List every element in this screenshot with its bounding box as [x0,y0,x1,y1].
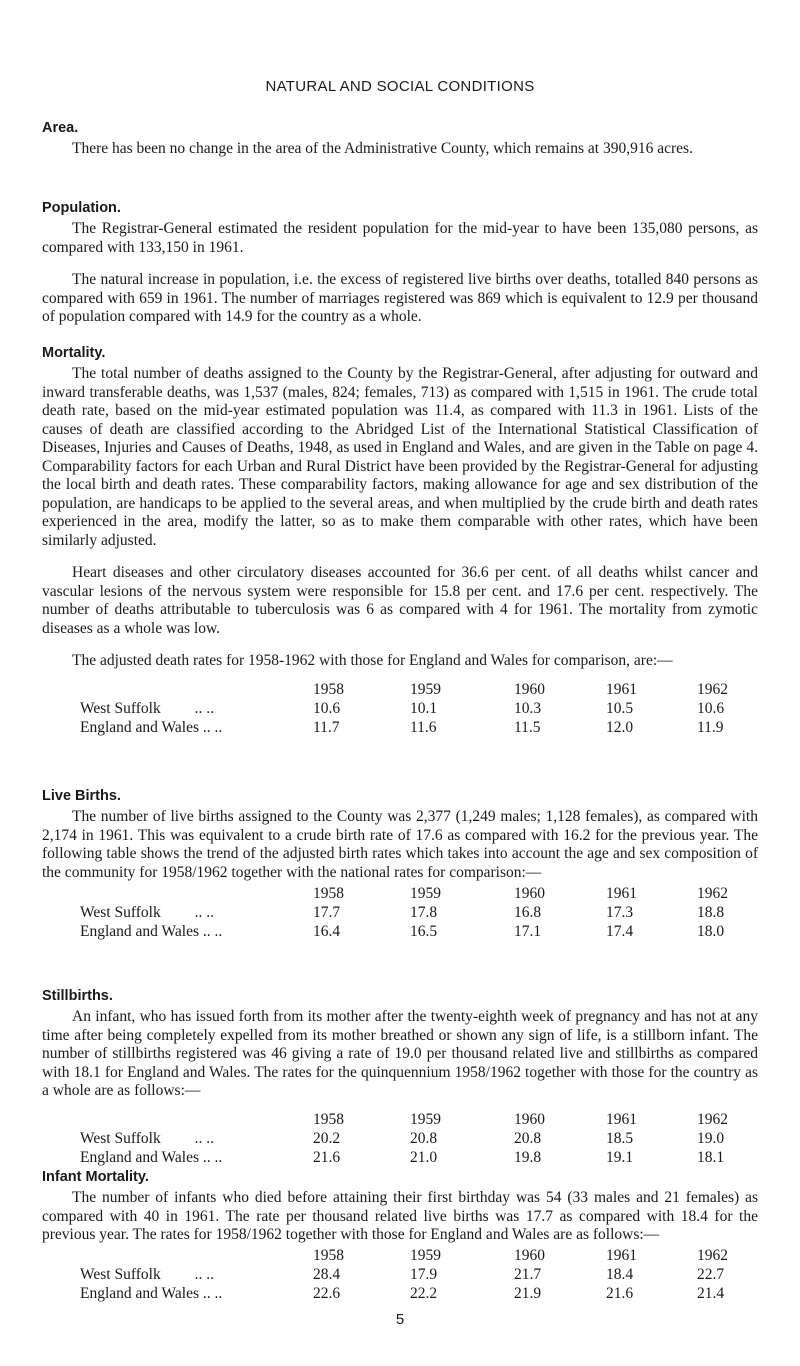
year-header: 1962 [697,1111,728,1128]
table-cell: 10.6 [313,700,341,717]
table-cell: 16.8 [514,903,542,921]
year-header: 1960 [514,1111,545,1128]
table-cell: 10.3 [514,700,542,717]
table-cell: 20.8 [410,1130,438,1147]
row-label: England and Wales .. .. [80,1285,223,1302]
paragraph: The number of live births assigned to the County was 2,377 (1,249 males; 1,128 females), as compared with 2,174 in 1961. This was equivalent to a crude birth rate of 17.6 as compared with 16.2 for the previous year. The following table shows the trend of the adjusted birth rates which takes into account the age and sex composition of the community for 1958/1962 together with the national rates for comparison:— [42,808,758,881]
table-cell: 21.4 [697,1285,725,1302]
year-header: 1958 [313,1111,344,1128]
page-title: NATURAL AND SOCIAL CONDITIONS [265,78,535,95]
birth-rates-table [80,884,757,941]
row-label: West Suffolk .. .. [80,903,214,921]
year-header: 1960 [514,1247,545,1264]
table-row [80,1149,757,1168]
table-cell: 21.9 [514,1285,542,1302]
year-header: 1959 [410,884,441,902]
death-rates-table [80,681,757,738]
row-label: England and Wales .. .. [80,719,223,736]
section-heading: Live Births. [42,788,121,804]
table-row [80,1266,757,1285]
table-cell: 11.5 [514,719,541,736]
section-live-births [42,788,758,941]
section-heading: Population. [42,200,121,216]
table-cell: 22.2 [410,1285,438,1302]
year-header: 1959 [410,1111,441,1128]
year-header: 1960 [514,681,545,698]
row-label: England and Wales .. .. [80,1149,223,1166]
paragraph: An infant, who has issued forth from its mother after the twenty-eighth week of pregnancy and has not at any time after being completely expelled from its mother breathed or shown any sign of life, is a stillborn infant. The number of stillbirths registered was 46 giving a rate of 19.0 per thousand related live and stillbirths as compared with 18.1 for England and Wales. The rates for the quinquennium 1958/1962 together with those for the country as a whole are as follows:— [42,1008,758,1099]
table-cell: 10.6 [697,700,725,717]
page-number: 5 [395,1311,405,1328]
year-header: 1962 [697,884,728,902]
table-cell: 11.7 [313,719,340,736]
table-row [80,1130,757,1149]
year-header: 1958 [313,884,344,902]
section-heading: Mortality. [42,345,106,361]
year-header: 1959 [410,681,441,698]
year-header: 1960 [514,884,545,902]
table-cell: 18.8 [697,903,725,921]
table-row [80,719,757,738]
table-cell: 18.4 [606,1266,634,1283]
section-stillbirths [42,988,758,1168]
stillbirth-rates-table [80,1111,757,1168]
row-label: West Suffolk .. .. [80,700,214,717]
paragraph: The natural increase in population, i.e. the excess of registered live births over deaths, totalled 840 persons as compared with 659 in 1961. The number of marriages registered was 869 which is equivalent to 12.9 per thousand of population compared with 14.9 for the country as a whole. [42,271,758,325]
table-row [80,903,757,922]
year-header: 1962 [697,681,728,698]
table-cell: 28.4 [313,1266,341,1283]
table-cell: 22.6 [313,1285,341,1302]
table-cell: 22.7 [697,1266,725,1283]
row-label: West Suffolk .. .. [80,1130,214,1147]
table-cell: 21.6 [313,1149,341,1166]
table-cell: 20.2 [313,1130,341,1147]
section-heading: Stillbirths. [42,988,113,1004]
table-header-row [80,884,757,903]
year-header: 1961 [606,1111,637,1128]
row-label: England and Wales .. .. [80,922,223,940]
section-infant-mortality [42,1169,758,1304]
table-cell: 17.7 [313,903,341,921]
table-cell: 18.0 [697,922,725,940]
table-cell: 17.3 [606,903,634,921]
paragraph: Heart diseases and other circulatory diseases accounted for 36.6 per cent. of all deaths whilst cancer and vascular lesions of the nervous system were responsible for 15.8 per cent. and 17.6 per cent. respectively. The number of deaths attributable to tuberculosis was 6 as compared with 4 for 1961. The mortality from zymotic diseases as a whole was low. [42,564,758,637]
table-cell: 11.6 [410,719,437,736]
year-header: 1961 [606,1247,637,1264]
year-header: 1958 [313,681,344,698]
table-header-row [80,1111,757,1130]
year-header: 1961 [606,681,637,698]
table-cell: 19.8 [514,1149,542,1166]
table-cell: 17.4 [606,922,634,940]
table-cell: 16.4 [313,922,341,940]
table-cell: 17.1 [514,922,542,940]
table-cell: 17.9 [410,1266,438,1283]
infant-mortality-table [80,1247,757,1304]
table-cell: 12.0 [606,719,634,736]
table-cell: 17.8 [410,903,438,921]
table-cell: 10.5 [606,700,634,717]
table-cell: 19.0 [697,1130,725,1147]
year-header: 1961 [606,884,637,902]
paragraph: The number of infants who died before attaining their first birthday was 54 (33 males and 21 females) as compared with 40 in 1961. The rate per thousand related live births was 17.7 as compared with 18.4 for the previous year. The rates for 1958/1962 together with those for England and Wales are as follows:— [42,1189,758,1243]
table-cell: 18.5 [606,1130,634,1147]
table-cell: 16.5 [410,922,438,940]
table-cell: 11.9 [697,719,724,736]
table-cell: 20.8 [514,1130,542,1147]
table-header-row [80,681,757,700]
section-area [42,120,758,173]
table-row [80,1285,757,1304]
section-heading: Area. [42,120,79,136]
paragraph: There has been no change in the area of the Administrative County, which remains at 390,916 acres. [72,140,693,157]
paragraph: The Registrar-General estimated the resident population for the mid-year to have been 135,080 persons, as compared with 133,150 in 1961. [42,220,758,256]
table-cell: 21.6 [606,1285,634,1302]
year-header: 1959 [410,1247,441,1264]
table-cell: 21.7 [514,1266,542,1283]
section-heading: Infant Mortality. [42,1169,149,1185]
table-row [80,700,757,719]
table-row [80,922,757,941]
year-header: 1958 [313,1247,344,1264]
table-header-row [80,1247,757,1266]
paragraph: The adjusted death rates for 1958-1962 with those for England and Wales for comparison, are:— [72,652,673,669]
paragraph: The total number of deaths assigned to the County by the Registrar-General, after adjusting for outward and inward transferable deaths, was 1,537 (males, 824; females, 713) as compared with 1,515 in 1961. The crude total death rate, based on the mid-year estimated population was 11.4, as compared with 11.3 in 1961. Lists of the causes of death are classified according to the Abridged List of the International Statistical Classification of Diseases, Injuries and Causes of Deaths, 1948, as used in England and Wales, and are given in the Table on page 4. Comparability factors for each Urban and Rural District have been provided by the Registrar-General for adjusting the local birth and death rates. These comparability factors, making allowance for age and sex distribution of the population, are handicaps to be applied to the several areas, and when multiplied by the crude birth and death rates experienced in the area, modify the latter, so as to make them comparable with other rates, which have been similarly adjusted. [42,365,758,549]
table-cell: 21.0 [410,1149,438,1166]
table-cell: 18.1 [697,1149,725,1166]
section-population [42,200,758,341]
table-cell: 10.1 [410,700,438,717]
row-label: West Suffolk .. .. [80,1266,214,1283]
section-mortality [42,345,758,738]
year-header: 1962 [697,1247,728,1264]
table-cell: 19.1 [606,1149,634,1166]
